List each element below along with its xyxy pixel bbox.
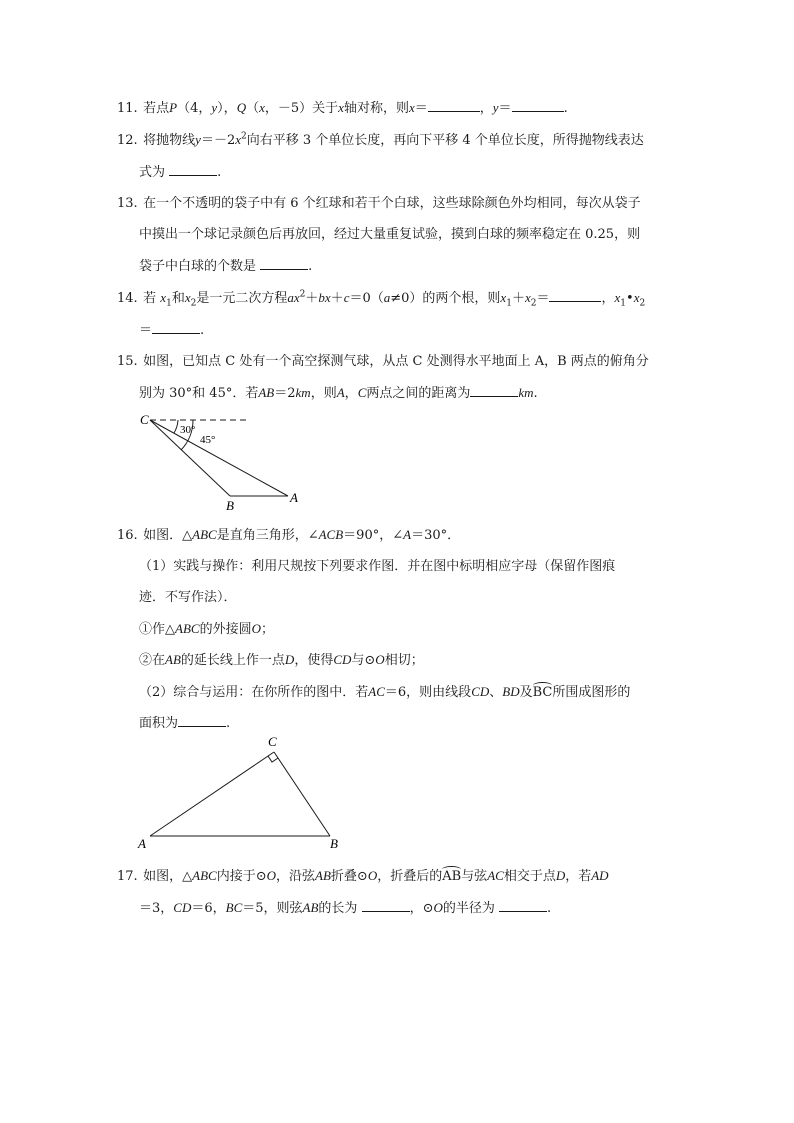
question-13-line-2 [139, 227, 640, 243]
subscript: 1 [620, 298, 627, 309]
text: ，使得 [294, 653, 334, 668]
text: 是直角三角形，∠ [216, 528, 319, 543]
question-number: 12. [117, 133, 138, 148]
text: ①作△ [139, 622, 175, 637]
var: Q [236, 100, 247, 115]
text: ， [479, 101, 493, 116]
text: • [626, 291, 634, 306]
var: O [367, 868, 378, 883]
subscript: 2 [190, 298, 197, 309]
var: bx [318, 290, 331, 305]
text: ＝5，则弦 [242, 901, 303, 916]
answer-blank[interactable] [428, 100, 480, 112]
question-number: 17. [117, 869, 138, 884]
text: . [547, 901, 552, 916]
var: D [555, 868, 566, 883]
question-11 [117, 100, 568, 117]
question-15 [117, 354, 649, 370]
var: A [403, 527, 412, 542]
answer-blank[interactable] [499, 900, 547, 912]
var: ACB [318, 527, 344, 542]
text: ②在 [139, 653, 166, 668]
answer-blank[interactable] [152, 322, 200, 334]
question-16 [117, 527, 460, 544]
text: 、 [489, 685, 503, 700]
label-30: 30° [180, 424, 196, 436]
var: O [375, 652, 385, 667]
text: 若点 [143, 101, 170, 116]
var: BD [502, 684, 520, 699]
label-C: C [268, 734, 277, 749]
question-16-line-5 [139, 652, 424, 669]
arc-AB-symbol [442, 869, 461, 885]
answer-blank[interactable] [169, 164, 217, 176]
text: 如图，已知点 C 处有一个高空探测气球，从点 C 处测得水平地面上 A，B 两点的俯角分 [143, 354, 649, 369]
subscript: 1 [506, 298, 512, 309]
question-13-line-3 [139, 258, 312, 275]
text: 的半径为 [442, 901, 495, 916]
unit: km [295, 385, 311, 400]
text: . [200, 323, 205, 338]
text: ； [260, 622, 274, 637]
text: ＝90°，∠ [343, 528, 404, 543]
text: . [563, 101, 568, 116]
text: 迹．不写作法）． [139, 590, 237, 605]
var: P [169, 100, 178, 115]
answer-blank[interactable] [512, 100, 564, 112]
answer-blank[interactable] [470, 385, 518, 397]
text: （4， [177, 101, 212, 116]
unit: km [518, 385, 534, 400]
text: ＝2 [274, 386, 296, 401]
var: BC [225, 900, 243, 915]
question-number: 11. [117, 101, 138, 116]
var: AC [487, 868, 504, 883]
text: 两点之间的距离为 [366, 386, 471, 401]
question-14 [117, 290, 645, 307]
var: x [524, 290, 531, 305]
answer-blank[interactable] [178, 715, 226, 727]
answer-blank[interactable] [549, 290, 601, 302]
var: x [338, 100, 344, 115]
var: AB [258, 385, 275, 400]
text: 袋子中白球的个数是 [139, 259, 257, 274]
var: y [211, 100, 218, 115]
arc-label: AB [442, 869, 462, 884]
label-A: A [138, 836, 146, 851]
var: y [492, 100, 499, 115]
var: AC [368, 684, 385, 699]
text: ＝ [414, 101, 428, 116]
question-17 [117, 868, 609, 885]
question-12-line-2 [139, 164, 221, 181]
question-number: 13. [117, 196, 138, 211]
var: AB [315, 868, 331, 883]
text: （2）综合与运用：在你所作的图中．若 [139, 685, 369, 700]
var: O [251, 621, 261, 636]
question-13 [117, 196, 641, 212]
angle-arc-30 [174, 420, 178, 433]
text: ，－5）关于 [264, 101, 339, 116]
question-14-line-2 [139, 322, 204, 339]
arc-BC-symbol [533, 685, 553, 701]
segment-CB [274, 752, 330, 836]
text: 和 [171, 291, 185, 306]
question-17-line-2 [139, 900, 551, 917]
text: 折叠⊙ [330, 869, 368, 884]
var: AB [302, 900, 319, 915]
var: x [408, 100, 415, 115]
subscript: 1 [166, 298, 172, 309]
segment-CA [150, 420, 288, 496]
label-A: A [290, 490, 298, 505]
question-number: 15. [117, 354, 138, 369]
var: c [343, 290, 350, 305]
answer-blank[interactable] [260, 258, 308, 270]
text: 轴对称，则 [343, 101, 409, 116]
text: ＝ [536, 291, 550, 306]
text: （1）实践与操作：利用尺规按下列要求作图．并在图中标明相应字母（保留作图痕 [139, 559, 616, 574]
question-16-line-7 [139, 715, 230, 732]
var: AD [591, 868, 609, 883]
segment-AC [150, 752, 274, 836]
text: ＝0（ [349, 291, 384, 306]
question-12 [117, 132, 644, 149]
text: ＝ [498, 101, 512, 116]
text: ，则 [310, 386, 337, 401]
text: . [217, 165, 222, 180]
text: （ [246, 101, 260, 116]
text: 与⊙ [351, 653, 376, 668]
label-B: B [226, 498, 234, 513]
var: x [184, 290, 191, 305]
text: ＝3， [139, 901, 174, 916]
text: ＋ [305, 291, 319, 306]
exponent: 2 [241, 131, 247, 142]
text: . [226, 716, 231, 731]
text: 是一元二次方程 [196, 291, 288, 306]
question-16-line-2 [139, 559, 615, 575]
subscript: 2 [530, 298, 537, 309]
var: a [383, 290, 391, 305]
right-angle-mark [268, 756, 278, 762]
var: ax [287, 290, 300, 305]
text: 所围成图形的 [552, 685, 631, 700]
var: D [284, 652, 295, 667]
var: x [614, 290, 621, 305]
text: ≠0）的两个根，则 [390, 291, 501, 306]
text: 面积为 [139, 716, 179, 731]
text: 如图．△ [143, 528, 193, 543]
label-C: C [140, 412, 149, 427]
text: ＝6， [191, 901, 226, 916]
var: CD [333, 652, 352, 667]
arc-label: BC [532, 685, 553, 700]
var: x [633, 290, 640, 305]
question-number: 16. [117, 528, 138, 543]
var: C [357, 385, 367, 400]
text: 别为 30°和 45°．若 [139, 386, 259, 401]
var: ABC [192, 868, 217, 883]
var: A [336, 385, 345, 400]
text: ＝30°． [411, 528, 461, 543]
label-B: B [330, 836, 338, 851]
text: 将抛物线 [143, 133, 196, 148]
question-16-line-4 [139, 621, 274, 638]
text: ＋ [330, 291, 344, 306]
var: ABC [192, 527, 217, 542]
text: ，⊙ [409, 901, 434, 916]
var: O [433, 900, 443, 915]
var: AB [165, 652, 181, 667]
text: 中摸出一个球记录颜色后再放回，经过大量重复试验，摸到白球的频率稳定在 0.25，则 [139, 227, 641, 242]
text: 在一个不透明的袋子中有 6 个红球和若干个白球，这些球除颜色外均相同，每次从袋子 [143, 196, 641, 211]
text: 如图，△ [143, 869, 193, 884]
question-number: 14. [117, 291, 138, 306]
text: ，若 [565, 869, 592, 884]
text: 的外接圆 [199, 622, 252, 637]
exponent: 2 [299, 289, 306, 300]
subscript: 2 [639, 298, 646, 309]
var: x [259, 100, 265, 115]
text: ＝－2 [200, 133, 236, 148]
var: CD [173, 900, 192, 915]
var: O [266, 868, 276, 883]
text: 相交于点 [503, 869, 556, 884]
label-45: 45° [200, 434, 216, 446]
text: ，折叠后的 [377, 869, 443, 884]
text: 的长为 [318, 901, 358, 916]
question-16-line-3 [139, 590, 237, 606]
text: 若 [143, 291, 157, 306]
text: ＝ [139, 323, 153, 338]
text: 相切； [384, 653, 424, 668]
balloon-figure [138, 410, 308, 515]
var: y [195, 132, 201, 147]
text: ＝6，则由线段 [384, 685, 472, 700]
text: 式为 [139, 165, 166, 180]
var: CD [471, 684, 490, 699]
text: ， [601, 291, 615, 306]
text: 与弦 [461, 869, 488, 884]
text: 的延长线上作一点 [180, 653, 285, 668]
text: ）， [217, 101, 237, 116]
text: 向右平移 3 个单位长度，再向下平移 4 个单位长度，所得抛物线表达 [246, 133, 644, 148]
var: ABC [175, 621, 200, 636]
question-15-line-2: 别为 30°和 45°．若AB＝2km，则A，C两点之间的距离为 km. [139, 385, 538, 401]
var: x [500, 290, 507, 305]
text: 内接于⊙ [216, 869, 267, 884]
text: ， [344, 386, 358, 401]
question-16-line-6 [139, 684, 630, 701]
answer-blank[interactable] [362, 900, 410, 912]
text: ＋ [511, 291, 525, 306]
text: . [308, 259, 313, 274]
var: x [160, 290, 167, 305]
var: x [235, 132, 241, 147]
text: 及 [519, 685, 533, 700]
triangle-figure [138, 734, 348, 852]
text: ，沿弦 [276, 869, 316, 884]
